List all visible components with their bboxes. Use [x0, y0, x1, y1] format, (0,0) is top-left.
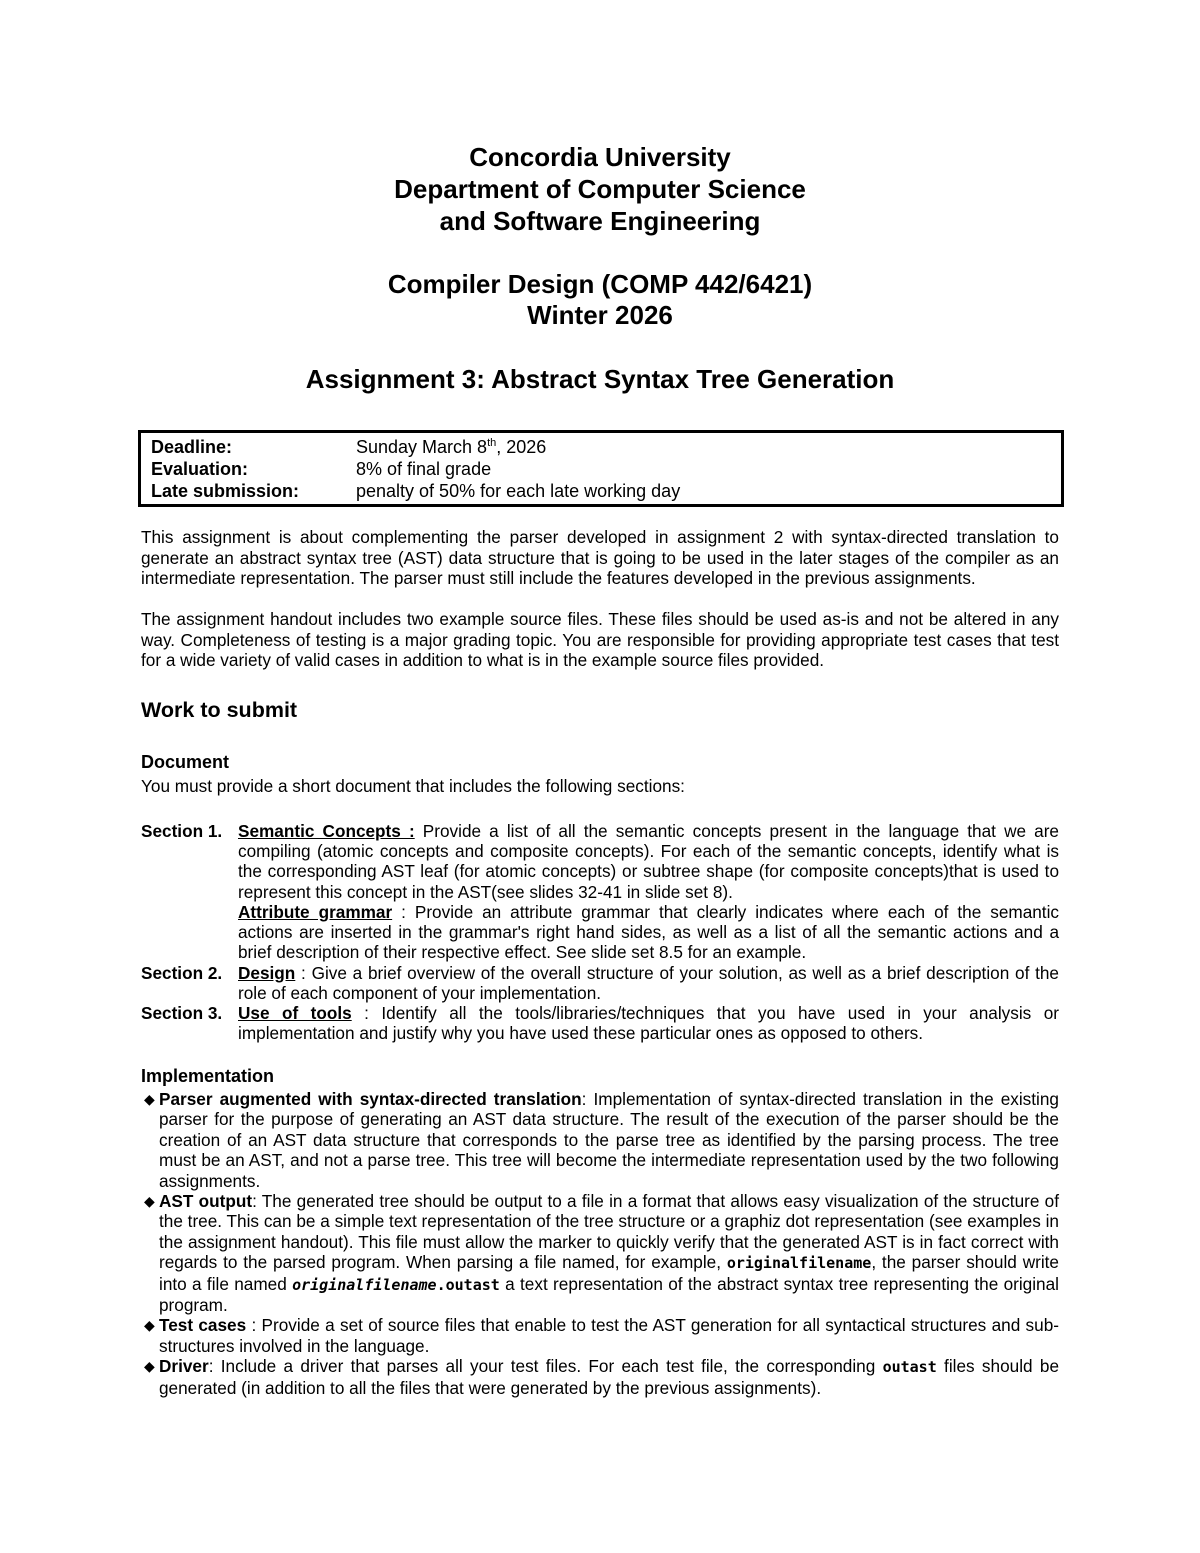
code-extension: .outast: [436, 1275, 500, 1294]
item-title: AST output: [159, 1191, 253, 1212]
section-number: Section 3.: [141, 1003, 223, 1023]
section-text: Provide a list of all the semantic concepts present in the language that we are compiling (atomic concepts and composite concepts). For each of the semantic concepts, identify what is the corresponding AST leaf (for atomic concepts) or subtree shape (for composite concepts)that is used to represent this concept in the AST(see slides 32-41 in slide set 8).: [238, 821, 1059, 902]
item-title: Parser augmented with syntax-directed translation: [159, 1089, 582, 1109]
implementation-list: [141, 1089, 1059, 1398]
code-outast: outast: [882, 1358, 937, 1377]
section-body: [238, 963, 1059, 1003]
university-name: Concordia University: [469, 142, 731, 172]
deadline-value: Sunday March 8th, 2026: [356, 437, 547, 457]
list-item: [141, 1089, 1059, 1191]
testing-paragraph: The assignment handout includes two example source files. These files should be used as-is and not be altered in any way. Completeness of testing is a major grading topic. You are responsible for providing appropriate test cases that test for a wide variety of valid cases in addition to what is in the example source files provided.: [141, 609, 1059, 670]
department-line-2: and Software Engineering: [439, 206, 761, 236]
list-item: ◆ Driver: Include a driver that parses all your test files. For each test file, the corresponding outast files should be generated (in addition to all the files that were generated by the previous assignments).: [144, 1356, 1059, 1398]
list-item: [141, 1315, 1059, 1356]
section-2: [141, 963, 1059, 1003]
section-subtitle: Attribute grammar: [238, 901, 393, 922]
section-number: Section 2.: [141, 963, 223, 983]
document-heading: Document: [141, 752, 230, 772]
term: Winter 2026: [527, 300, 673, 330]
item-title: Test cases: [159, 1315, 247, 1336]
late-submission-label: Late submission:: [151, 481, 300, 501]
item-text: : Implementation of syntax-directed translation in the existing parser for the purpose of generating an AST data structure. The result of the execution of the parser should be the creation of an AST data structure that corresponds to the parse tree as identified by the parsing process. The tree must be an AST, and not a parse tree. This tree will become the intermediate representation used by the two following assignments.: [159, 1089, 1059, 1191]
section-body: [238, 821, 1059, 962]
code-output-filename: originalfilename: [292, 1275, 437, 1294]
department-line-1: Department of Computer Science: [394, 174, 806, 204]
section-3: [141, 1003, 1059, 1045]
diamond-bullet-icon: ◆: [144, 1091, 155, 1107]
section-title: Use of tools: [238, 1003, 352, 1023]
list-item: ◆ AST output: The generated tree should be output to a file in a format that allows easy visualization of the structure of the tree. This can be a simple text representation of the tree structure or a graphiz dot representation (see examples in the assignment handout). This file must allow the marker to quickly verify that the generated AST is in fact correct with regards to the parsed program. When parsing a file named, for example, originalfilename, the parser should write into a file named originalfilename.outast a text representation of the abstract syntax tree representing the original program.: [144, 1191, 1059, 1316]
section-text: : Give a brief overview of the overall structure of your solution, as well as a brief description of the role of each component of your implementation.: [238, 963, 1059, 1004]
course-title: Compiler Design (COMP 442/6421): [387, 269, 813, 299]
diamond-bullet-icon: ◆: [144, 1317, 155, 1334]
diamond-bullet-icon: ◆: [144, 1193, 155, 1210]
section-body: [238, 1003, 1059, 1043]
implementation-heading: Implementation: [141, 1066, 275, 1086]
code-filename: originalfilename: [726, 1254, 872, 1273]
evaluation-value: 8% of final grade: [356, 459, 492, 479]
section-title: Semantic Concepts :: [238, 821, 415, 841]
item-text: : Provide a set of source files that enable to test the AST generation for all syntactical structures and sub-structures involved in the language.: [159, 1315, 1059, 1356]
assignment-info-box: [138, 430, 1064, 507]
document-header: [0, 141, 1200, 395]
section-text: : Identify all the tools/libraries/techniques that you have used in your analysis or implementation and justify why you have used these particular ones as opposed to others.: [238, 1003, 1059, 1044]
section-number: Section 1.: [141, 821, 223, 841]
section-subtext: : Provide an attribute grammar that clearly indicates where each of the semantic actions are inserted in the grammar's right hand sides, as well as a list of all the semantic actions and a brief description of their respective effect. See slide set 8.5 for an example.: [238, 901, 1059, 963]
deadline-label: Deadline:: [151, 437, 233, 457]
section-1: [141, 821, 1059, 963]
document-intro: You must provide a short document that includes the following sections:: [141, 776, 685, 796]
section-title: Design: [238, 963, 296, 983]
evaluation-label: Evaluation:: [151, 459, 249, 479]
assignment-title: Assignment 3: Abstract Syntax Tree Generation: [305, 364, 895, 394]
diamond-bullet-icon: ◆: [144, 1358, 155, 1375]
item-text: : Include a driver that parses all your test files. For each test file, the corresponding: [208, 1356, 883, 1377]
late-submission-value: penalty of 50% for each late working day: [356, 481, 681, 501]
item-title: Driver: [159, 1356, 209, 1377]
work-to-submit-heading: Work to submit: [141, 698, 298, 722]
intro-paragraph: This assignment is about complementing the parser developed in assignment 2 with syntax-directed translation to generate an abstract syntax tree (AST) data structure that is going to be used in the later stages of the compiler as an intermediate representation. The parser must still include the features developed in the previous assignments.: [141, 527, 1059, 588]
item-text: : The generated tree should be output to a file in a format that allows easy visualization of the structure of the tree. This can be a simple text representation of the tree structure or a graphiz dot representation (see examples in the assignment handout). This file must allow the marker to quickly verify that the generated AST is in fact correct with regards to the parsed program. When parsing a file named, for example,: [159, 1191, 1059, 1273]
